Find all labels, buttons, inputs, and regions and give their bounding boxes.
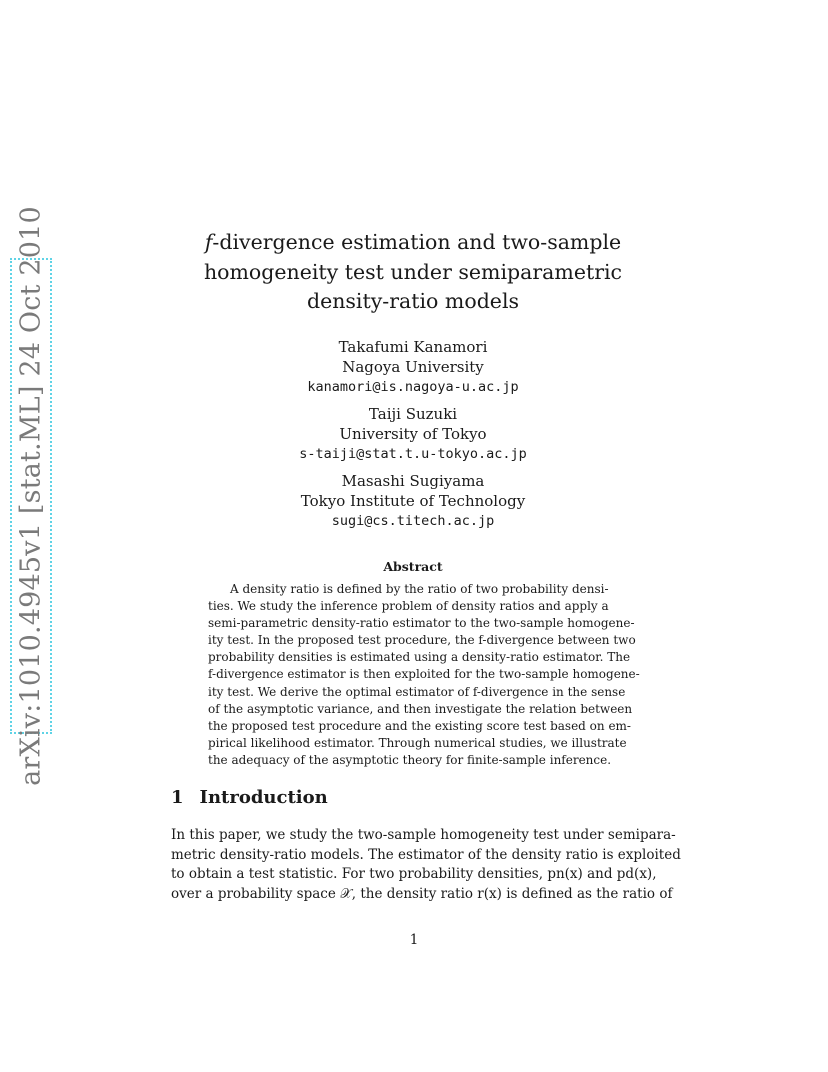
author-email: sugi@cs.titech.ac.jp bbox=[331, 513, 495, 529]
intro-line: to obtain a test statistic. For two probability densities, pn(x) and pd(x), bbox=[171, 866, 657, 882]
abstract-line: A density ratio is defined by the ratio of two probability densi- bbox=[230, 582, 609, 596]
author-block bbox=[180, 471, 646, 531]
title-line-1 bbox=[180, 228, 646, 258]
author-affiliation: University of Tokyo bbox=[339, 425, 487, 443]
arxiv-identifier: arXiv:1010.4945v1 [stat.ML] 24 Oct 2010 bbox=[15, 206, 47, 786]
arxiv-stamp bbox=[10, 206, 52, 786]
intro-line: In this paper, we study the two-sample homogeneity test under semipara- bbox=[171, 827, 676, 843]
abstract-line: probability densities is estimated using a density-ratio estimator. The bbox=[208, 650, 631, 665]
title-f-italic: f bbox=[204, 230, 213, 254]
section-title: Introduction bbox=[199, 787, 328, 808]
author-block bbox=[180, 337, 646, 397]
author-list bbox=[180, 337, 646, 538]
abstract-line: ity test. We derive the optimal estimator of f-divergence in the sense bbox=[208, 684, 626, 699]
section-number: 1 bbox=[171, 787, 184, 808]
author-name: Takafumi Kanamori bbox=[338, 338, 488, 356]
author-affiliation: Nagoya University bbox=[342, 358, 484, 376]
abstract-line: semi-parametric density-ratio estimator to the two-sample homogene- bbox=[208, 616, 635, 631]
section-heading bbox=[171, 787, 328, 808]
abstract-line: ity test. In the proposed test procedure, the f-divergence between two bbox=[208, 633, 636, 648]
abstract-line: the proposed test procedure and the existing score test based on em- bbox=[208, 718, 631, 733]
abstract-line: pirical likelihood estimator. Through numerical studies, we illustrate bbox=[208, 735, 627, 750]
paper-title bbox=[180, 228, 646, 317]
title-line-1-rest: -divergence estimation and two-sample bbox=[212, 230, 622, 254]
title-line-2: homogeneity test under semiparametric bbox=[203, 259, 623, 284]
abstract-line: ties. We study the inference problem of density ratios and apply a bbox=[208, 599, 609, 614]
introduction-body bbox=[171, 826, 681, 904]
title-line-3: density-ratio models bbox=[306, 289, 520, 313]
intro-line: over a probability space 𝒳, the density ratio r(x) is defined as the ratio of bbox=[171, 885, 673, 902]
intro-line: metric density-ratio models. The estimator of the density ratio is exploited bbox=[171, 846, 681, 863]
author-name: Masashi Sugiyama bbox=[341, 472, 485, 490]
author-email: kanamori@is.nagoya-u.ac.jp bbox=[307, 379, 519, 395]
abstract-body bbox=[208, 581, 640, 769]
abstract-line: of the asymptotic variance, and then investigate the relation between bbox=[208, 701, 633, 716]
author-block bbox=[180, 404, 646, 464]
author-email: s-taiji@stat.t.u-tokyo.ac.jp bbox=[299, 446, 527, 462]
author-name: Taiji Suzuki bbox=[368, 405, 458, 423]
abstract-line: the adequacy of the asymptotic theory for finite-sample inference. bbox=[208, 752, 612, 767]
page-number: 1 bbox=[409, 932, 419, 948]
abstract-heading: Abstract bbox=[383, 559, 443, 574]
abstract-line: f-divergence estimator is then exploited for the two-sample homogene- bbox=[208, 667, 640, 682]
author-affiliation: Tokyo Institute of Technology bbox=[300, 492, 526, 510]
